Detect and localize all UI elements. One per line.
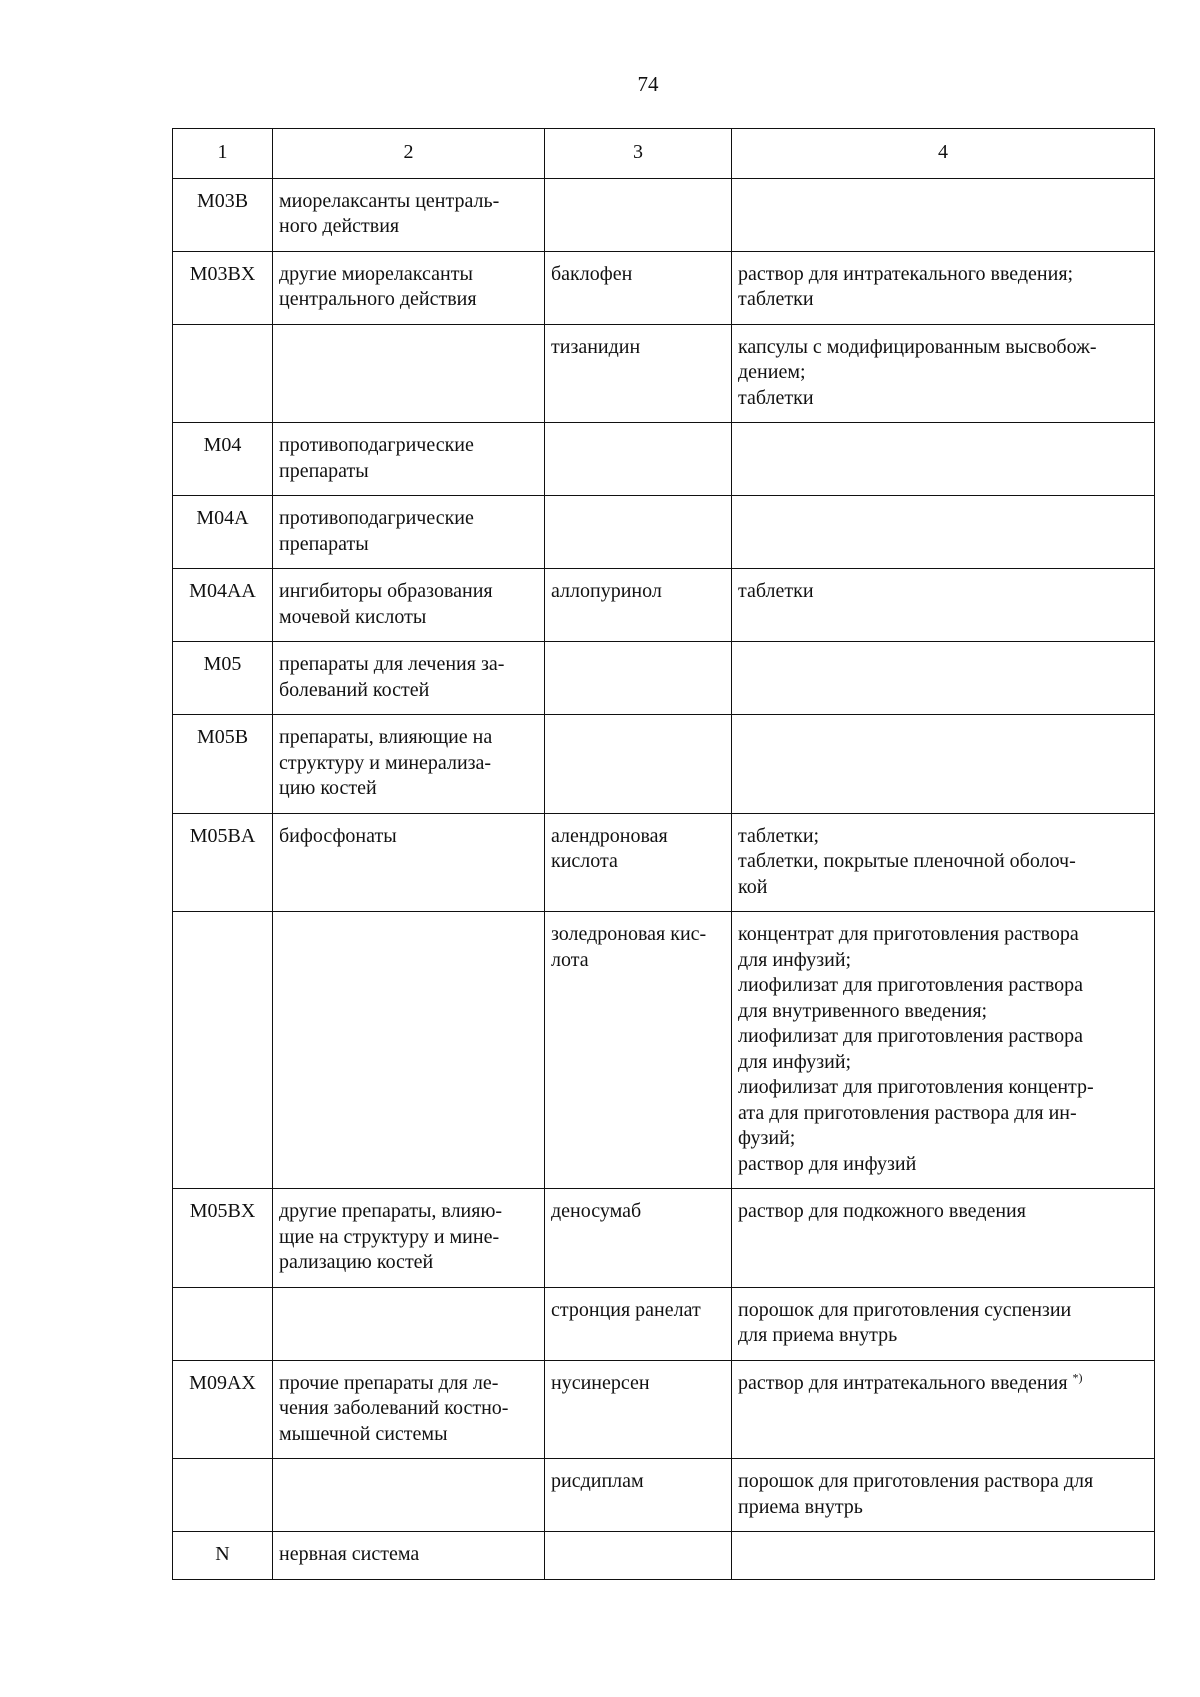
- dosage-form-line: [738, 1199, 1148, 1225]
- line-text: золедроновая кис-: [551, 923, 707, 945]
- group-name-line: [279, 1199, 538, 1225]
- line-text: баклофен: [551, 262, 633, 285]
- drug-name-line: [551, 335, 725, 361]
- dosage-form-line: [738, 973, 1148, 999]
- dosage-form-cell: [732, 423, 1155, 496]
- table-row: [173, 642, 1155, 715]
- group-name-line: [279, 262, 538, 288]
- atc-code-cell: M04A: [173, 496, 273, 569]
- line-text: противоподагрические: [279, 507, 474, 529]
- dosage-form-line: [738, 948, 1148, 974]
- table-row: [173, 1459, 1155, 1532]
- drug-name-cell: [545, 912, 732, 1189]
- group-name-line: [279, 725, 538, 751]
- dosage-form-line: [738, 824, 1148, 850]
- group-name-line: [279, 1225, 538, 1251]
- line-text: препараты, влияющие на: [279, 726, 493, 748]
- dosage-form-cell: [732, 251, 1155, 324]
- group-name-line: [279, 1250, 538, 1276]
- group-name-cell: [273, 251, 545, 324]
- line-text: для приема внутрь: [738, 1324, 898, 1346]
- line-text: для инфузий;: [738, 948, 852, 971]
- group-name-line: [279, 605, 538, 631]
- drug-name-line: [551, 1298, 725, 1324]
- drug-name-line: [551, 849, 725, 875]
- drug-name-cell: [545, 496, 732, 569]
- dosage-form-cell: [732, 569, 1155, 642]
- drug-name-cell: [545, 1287, 732, 1360]
- line-text: другие препараты, влияю-: [279, 1200, 503, 1222]
- drug-name-cell: [545, 178, 732, 251]
- dosage-form-cell: [732, 912, 1155, 1189]
- dosage-form-line: [738, 1495, 1148, 1521]
- line-text: раствор для инфузий: [738, 1152, 917, 1175]
- group-name-line: [279, 1396, 538, 1422]
- dosage-form-cell: [732, 1287, 1155, 1360]
- line-text: стронция ранелат: [551, 1298, 701, 1321]
- drug-name-line: [551, 1371, 725, 1397]
- atc-code-cell: M09AX: [173, 1360, 273, 1459]
- drug-name-line: [551, 922, 725, 948]
- line-text: лиофилизат для приготовления концентр-: [738, 1076, 1094, 1098]
- group-name-cell: [273, 324, 545, 423]
- group-name-cell: [273, 813, 545, 912]
- group-name-cell: [273, 178, 545, 251]
- dosage-form-cell: [732, 813, 1155, 912]
- line-text: рализацию костей: [279, 1251, 434, 1273]
- group-name-cell: [273, 715, 545, 814]
- line-text: лиофилизат для приготовления раствора: [738, 974, 1084, 996]
- group-name-line: [279, 1371, 538, 1397]
- dosage-form-line: [738, 875, 1148, 901]
- line-text: щие на структуру и мине-: [279, 1225, 500, 1248]
- dosage-form-line: [738, 922, 1148, 948]
- dosage-form-cell: [732, 1532, 1155, 1580]
- dosage-form-line: [738, 1024, 1148, 1050]
- atc-code-cell: [173, 1287, 273, 1360]
- group-name-line: [279, 459, 538, 485]
- dosage-form-cell: [732, 1459, 1155, 1532]
- drug-name-cell: [545, 715, 732, 814]
- dosage-form-line: [738, 262, 1148, 288]
- table-row: [173, 813, 1155, 912]
- line-text: препараты: [279, 532, 369, 555]
- group-name-line: [279, 579, 538, 605]
- group-name-line: [279, 189, 538, 215]
- dosage-form-line: [738, 1323, 1148, 1349]
- group-name-cell: [273, 496, 545, 569]
- drug-name-line: [551, 948, 725, 974]
- dosage-form-cell: [732, 178, 1155, 251]
- dosage-form-line: [738, 999, 1148, 1025]
- line-text: для инфузий;: [738, 1050, 852, 1073]
- table-row: [173, 423, 1155, 496]
- line-text: фузий;: [738, 1127, 796, 1149]
- table-row: [173, 912, 1155, 1189]
- line-text: ного действия: [279, 215, 400, 237]
- line-text: мышечной системы: [279, 1422, 448, 1445]
- line-text: дением;: [738, 361, 806, 383]
- atc-code-cell: M05BA: [173, 813, 273, 912]
- drug-name-cell: [545, 1532, 732, 1580]
- line-text: цию костей: [279, 777, 377, 799]
- line-text: раствор для подкожного введения: [738, 1200, 1026, 1222]
- line-text: таблетки: [738, 386, 814, 409]
- drug-name-line: [551, 824, 725, 850]
- dosage-form-line: [738, 287, 1148, 313]
- drug-name-line: [551, 1199, 725, 1225]
- drug-name-cell: [545, 324, 732, 423]
- drug-name-cell: [545, 642, 732, 715]
- group-name-line: [279, 532, 538, 558]
- dosage-form-line: [738, 386, 1148, 412]
- atc-code-cell: [173, 1459, 273, 1532]
- line-text: центрального действия: [279, 288, 477, 310]
- group-name-cell: [273, 1360, 545, 1459]
- dosage-form-line: [738, 1101, 1148, 1127]
- atc-code-cell: M05B: [173, 715, 273, 814]
- line-text: препараты для лечения за-: [279, 653, 505, 675]
- line-text: кой: [738, 875, 768, 898]
- header-cell-4: 4: [732, 129, 1155, 179]
- drug-name-line: [551, 579, 725, 605]
- dosage-form-cell: [732, 715, 1155, 814]
- atc-code-cell: N: [173, 1532, 273, 1580]
- group-name-line: [279, 1422, 538, 1448]
- atc-code-cell: M04: [173, 423, 273, 496]
- line-text: приема внутрь: [738, 1495, 863, 1518]
- line-text: чения заболеваний костно-: [279, 1397, 509, 1419]
- group-name-cell: [273, 1532, 545, 1580]
- dosage-form-line: [738, 1075, 1148, 1101]
- line-text: концентрат для приготовления раствора: [738, 923, 1079, 945]
- table-row: [173, 324, 1155, 423]
- group-name-line: [279, 287, 538, 313]
- page-number: 74: [637, 72, 659, 96]
- dosage-form-cell: [732, 1189, 1155, 1288]
- dosage-form-cell: [732, 642, 1155, 715]
- line-text: алендроновая: [551, 824, 668, 847]
- line-text: ата для приготовления раствора для ин-: [738, 1101, 1077, 1124]
- line-text: нусинерсен: [551, 1371, 650, 1394]
- drug-table: [172, 128, 1155, 1580]
- line-text: деносумаб: [551, 1200, 642, 1222]
- line-text: лота: [551, 948, 589, 971]
- line-text: структуру и минерализа-: [279, 751, 492, 774]
- group-name-line: [279, 433, 538, 459]
- table-row: [173, 1189, 1155, 1288]
- line-text: лиофилизат для приготовления раствора: [738, 1025, 1084, 1047]
- drug-name-cell: [545, 569, 732, 642]
- dosage-form-line: [738, 1469, 1148, 1495]
- dosage-form-cell: [732, 324, 1155, 423]
- group-name-line: [279, 824, 538, 850]
- line-text: другие миорелаксанты: [279, 262, 473, 285]
- line-text: противоподагрические: [279, 434, 474, 456]
- line-text: раствор для интратекального введения;: [738, 262, 1074, 285]
- line-text: рисдиплам: [551, 1470, 644, 1492]
- atc-code-cell: M03B: [173, 178, 273, 251]
- line-text: прочие препараты для ле-: [279, 1371, 499, 1394]
- table-row: [173, 496, 1155, 569]
- footnote-marker: *): [1072, 1369, 1083, 1384]
- line-text: раствор для интратекального введения: [738, 1371, 1068, 1394]
- atc-code-cell: M03BX: [173, 251, 273, 324]
- group-name-cell: [273, 1459, 545, 1532]
- dosage-form-line: [738, 1050, 1148, 1076]
- table-body: [173, 129, 1155, 1580]
- atc-code-cell: [173, 912, 273, 1189]
- line-text: капсулы с модифицированным высвобож-: [738, 335, 1097, 358]
- drug-name-line: [551, 1469, 725, 1495]
- group-name-cell: [273, 642, 545, 715]
- line-text: нервная система: [279, 1543, 420, 1565]
- drug-name-cell: [545, 251, 732, 324]
- line-text: порошок для приготовления суспензии: [738, 1298, 1072, 1321]
- line-text: миорелаксанты централь-: [279, 189, 500, 212]
- atc-code-cell: M05: [173, 642, 273, 715]
- line-text: таблетки: [738, 580, 814, 602]
- line-text: порошок для приготовления раствора для: [738, 1470, 1094, 1492]
- drug-name-cell: [545, 1459, 732, 1532]
- dosage-form-line: [738, 1152, 1148, 1178]
- line-text: ингибиторы образования: [279, 580, 493, 602]
- group-name-line: [279, 1542, 538, 1568]
- line-text: таблетки: [738, 288, 814, 310]
- table-row: [173, 178, 1155, 251]
- dosage-form-cell: [732, 1360, 1155, 1459]
- dosage-form-cell: [732, 496, 1155, 569]
- table-row: [173, 715, 1155, 814]
- dosage-form-line: [738, 360, 1148, 386]
- atc-code-cell: M04AA: [173, 569, 273, 642]
- group-name-line: [279, 214, 538, 240]
- table-row: [173, 1532, 1155, 1580]
- group-name-line: [279, 506, 538, 532]
- dosage-form-line: [738, 849, 1148, 875]
- dosage-form-line: [738, 335, 1148, 361]
- group-name-cell: [273, 569, 545, 642]
- line-text: таблетки;: [738, 824, 820, 847]
- dosage-form-line: [738, 1371, 1148, 1397]
- group-name-cell: [273, 423, 545, 496]
- drug-name-line: [551, 262, 725, 288]
- group-name-cell: [273, 1287, 545, 1360]
- group-name-line: [279, 776, 538, 802]
- group-name-line: [279, 652, 538, 678]
- group-name-line: [279, 678, 538, 704]
- table-row: [173, 251, 1155, 324]
- table-row: [173, 569, 1155, 642]
- drug-name-cell: [545, 423, 732, 496]
- drug-name-cell: [545, 1360, 732, 1459]
- dosage-form-line: [738, 1298, 1148, 1324]
- drug-name-cell: [545, 813, 732, 912]
- drug-name-cell: [545, 1189, 732, 1288]
- line-text: кислота: [551, 850, 618, 872]
- line-text: бифосфонаты: [279, 824, 397, 847]
- dosage-form-line: [738, 579, 1148, 605]
- dosage-form-line: [738, 1126, 1148, 1152]
- line-text: для внутривенного введения;: [738, 999, 988, 1022]
- line-text: препараты: [279, 459, 369, 482]
- header-cell-3: 3: [545, 129, 732, 179]
- table-row: [173, 1360, 1155, 1459]
- line-text: аллопуринол: [551, 580, 662, 602]
- atc-code-cell: M05BX: [173, 1189, 273, 1288]
- line-text: мочевой кислоты: [279, 605, 427, 628]
- header-row: [173, 129, 1155, 179]
- header-cell-2: 2: [273, 129, 545, 179]
- line-text: тизанидин: [551, 335, 641, 358]
- atc-code-cell: [173, 324, 273, 423]
- group-name-line: [279, 751, 538, 777]
- line-text: таблетки, покрытые пленочной оболоч-: [738, 850, 1076, 872]
- header-cell-1: 1: [173, 129, 273, 179]
- table-row: [173, 1287, 1155, 1360]
- line-text: болеваний костей: [279, 678, 430, 701]
- group-name-cell: [273, 912, 545, 1189]
- group-name-cell: [273, 1189, 545, 1288]
